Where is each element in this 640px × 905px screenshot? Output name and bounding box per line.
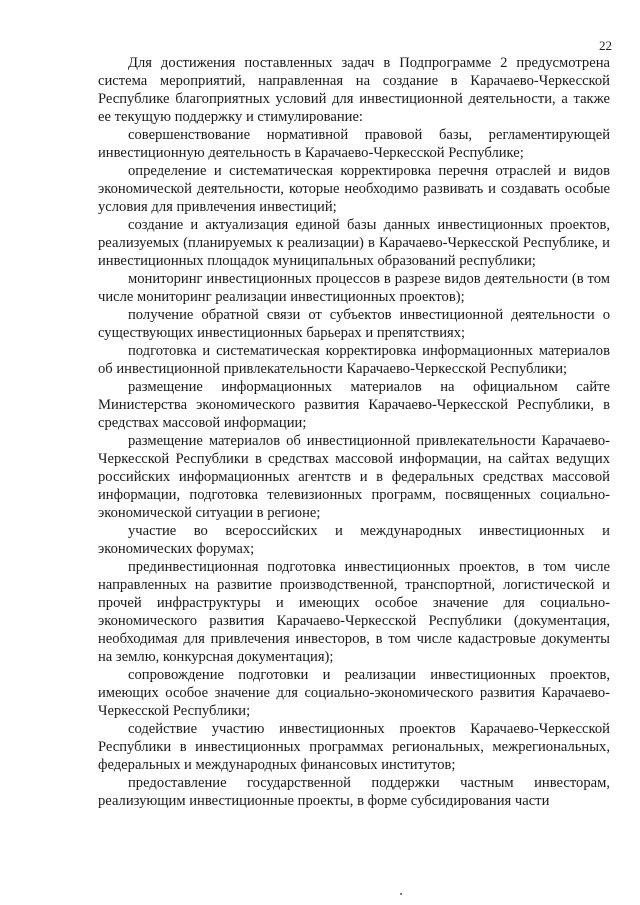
list-item-project-support: сопровождение подготовки и реализации инвестиционных проектов, имеющих особое значение для социально-экономического развития Карачаево-Черкесской Республики; bbox=[98, 667, 610, 719]
list-item-financial-institutions: содействие участию инвестиционных проектов Карачаево-Черкесской Республики в инвестиционных программах региональных, межрегиональных, федеральных и международных финансовых институтов; bbox=[98, 721, 610, 773]
document-body bbox=[98, 54, 610, 810]
list-item-website-publication: размещение информационных материалов на официальном сайте Министерства экономического развития Карачаево-Черкесской Республики, в средствах массовой информации; bbox=[98, 379, 610, 431]
list-item-industry-list: определение и систематическая корректировка перечня отраслей и видов экономической деятельности, которые необходимо развивать и создавать особые условия для привлечения инвестиций; bbox=[98, 163, 610, 215]
list-item-regulatory-base: совершенствование нормативной правовой базы, регламентирующей инвестиционную деятельность в Карачаево-Черкесской Республике; bbox=[98, 127, 610, 161]
list-item-project-database: создание и актуализация единой базы данных инвестиционных проектов, реализуемых (планируемых к реализации) в Карачаево-Черкесской Республике, и инвестиционных площадок муниципальных образований республики; bbox=[98, 217, 610, 269]
list-item-feedback: получение обратной связи от субъектов инвестиционной деятельности о существующих инвестиционных барьерах и препятствиях; bbox=[98, 307, 610, 341]
list-item-monitoring: мониторинг инвестиционных процессов в разрезе видов деятельности (в том числе мониторинг реализации инвестиционных проектов); bbox=[98, 271, 610, 305]
list-item-pre-investment: прединвестиционная подготовка инвестиционных проектов, в том числе направленных на развитие производственной, транспортной, логистической и прочей инфраструктуры и имеющих особое значение для социально-экономического развития Карачаево-Черкесской Республики (документация, необходимая для привлечения инвесторов, в том числе кадастровые документы на землю, конкурсная документация); bbox=[98, 559, 610, 665]
list-item-info-materials: подготовка и систематическая корректировка информационных материалов об инвестиционной привлекательности Карачаево-Черкесской Республики; bbox=[98, 343, 610, 377]
page-number: 22 bbox=[599, 38, 612, 53]
scan-speck bbox=[400, 893, 402, 895]
list-item-media-publication: размещение материалов об инвестиционной привлекательности Карачаево-Черкесской Республики в средствах массовой информации, на сайтах ведущих российских информационных агентств и в федеральных средствах массовой информации, подготовка телевизионных программ, посвященных социально-экономической ситуации в регионе; bbox=[98, 433, 610, 521]
list-item-forums: участие во всероссийских и международных инвестиционных и экономических форумах; bbox=[98, 523, 610, 557]
intro-paragraph: Для достижения поставленных задач в Подпрограмме 2 предусмотрена система мероприятий, направленная на создание в Карачаево-Черкесской Республике благоприятных условий для инвестиционной деятельности, а также ее текущую поддержку и стимулирование: bbox=[98, 55, 610, 125]
list-item-state-support: предоставление государственной поддержки частным инвесторам, реализующим инвестиционные проекты, в форме субсидирования части bbox=[98, 775, 610, 809]
